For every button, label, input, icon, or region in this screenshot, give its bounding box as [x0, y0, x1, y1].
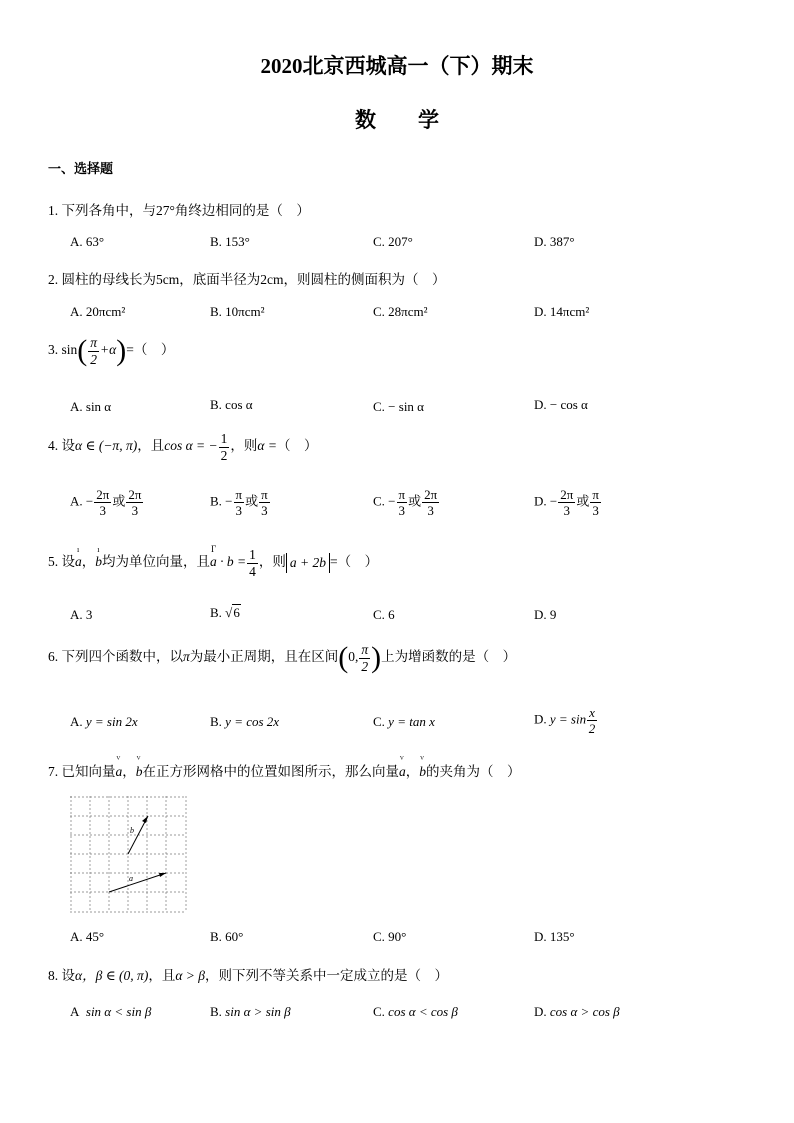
q3-fraction: [88, 336, 99, 366]
q8-d-value: cos α > cos β: [549, 1004, 620, 1019]
q4-d-f1-num: 2π: [560, 487, 574, 502]
q4-half: [219, 432, 230, 462]
q7-comma: ，: [122, 764, 136, 779]
exam-title: 2020北京西城高一（下）期末: [260, 54, 534, 78]
q4-p3: ，且: [137, 438, 165, 454]
q4-d-minus: −: [549, 493, 558, 509]
q4-b-f1-den: 3: [235, 503, 243, 518]
q4-c-label: C.: [373, 493, 385, 509]
q3-plus-alpha: +α: [100, 342, 117, 358]
q5-p2: 均为单位向量，且: [102, 554, 210, 570]
q2-option-c: [373, 304, 428, 320]
q4-b-frac1: [234, 488, 245, 517]
q5-dot: Γ a · b =: [210, 554, 246, 570]
q4-p2: α ∈ (−π, π): [75, 438, 138, 454]
q6-d-frac-num: x: [589, 705, 595, 720]
q5-option-d: D. 9: [534, 607, 557, 622]
q4-option-c: [373, 488, 440, 517]
q2-b-label: B.: [210, 304, 222, 319]
q3-b-value: cos α: [225, 397, 253, 412]
q7-option-d: D. 135°: [534, 929, 575, 944]
q2-a-value: 20πcm²: [85, 304, 126, 319]
q5-quarter: [247, 548, 258, 578]
q7-vec-a: ⱽ a: [116, 764, 123, 780]
q7-p1: 7. 已知向量: [48, 764, 116, 779]
question-7-stem: [48, 760, 521, 780]
q6-d-label: D.: [534, 711, 547, 727]
q6-d-frac: [587, 706, 597, 735]
q5-option-a: A. 3: [70, 607, 93, 622]
q5-b-radicand: 6: [233, 605, 240, 620]
vector-a-arrow: [109, 873, 166, 892]
q7-option-b: B. 60°: [210, 929, 244, 944]
q4-a-f1-den: 3: [99, 503, 107, 518]
q8-p5: α > β: [175, 968, 205, 983]
q3-sin: sin: [61, 342, 78, 358]
q4-b-label: B.: [210, 493, 222, 509]
q6-option-c: [373, 714, 435, 730]
q7-p3: 的夹角为（ ）: [426, 764, 521, 779]
q2-option-d: [534, 304, 589, 320]
q6-b-label: B.: [210, 714, 222, 729]
question-2-stem: 2. 圆柱的母线长为5cm，底面半径为2cm，则圆柱的侧面积为（ ）: [48, 272, 446, 287]
q8-a-label: A: [70, 1004, 80, 1019]
q8-option-c: [373, 1004, 458, 1020]
q4-b-f2-num: π: [261, 487, 268, 502]
q4-p4: cos α = −: [164, 438, 218, 454]
q8-p4: ，且: [148, 968, 176, 983]
q4-p7: （ ）: [276, 438, 318, 454]
q4-a-frac2: [126, 488, 143, 517]
q6-right-paren: ): [371, 641, 382, 674]
question-5-stem: [48, 548, 378, 578]
q8-a-value: sin α < sin β: [85, 1004, 152, 1019]
q7-p2: 在正方形网格中的位置如图所示，那么向量: [142, 764, 399, 779]
q5-comma: ，: [81, 554, 96, 570]
q3-c-value: − sin α: [388, 399, 424, 414]
question-3-stem: [48, 336, 174, 366]
q5-p3: ，则: [258, 554, 286, 570]
q3-c-label: C.: [373, 399, 385, 414]
q7-vec-b2: ⱽ b: [419, 764, 426, 780]
q5-vec-a: ı a: [75, 554, 82, 570]
q4-a-f2-den: 3: [131, 503, 139, 518]
q5-quarter-den: 4: [249, 563, 256, 579]
q5-b-label: B.: [210, 605, 222, 620]
q7-comma2: ，: [405, 764, 420, 779]
q8-p3: β ∈ (0, π): [95, 968, 149, 983]
q4-c-frac1: [397, 488, 408, 517]
q3-d-value: − cos α: [549, 397, 588, 412]
question-8-stem: [48, 964, 448, 984]
q4-b-minus: −: [225, 493, 233, 509]
q6-option-b: [210, 714, 279, 730]
q6-b-value: y = cos 2x: [225, 714, 280, 729]
subject-title: 数 学: [355, 108, 439, 132]
q8-p6: ，则下列不等关系中一定成立的是（ ）: [205, 968, 448, 983]
q4-d-or: 或: [576, 493, 590, 509]
q5-option-b: [210, 605, 241, 621]
q2-a-label: A.: [70, 304, 83, 319]
vector-grid-figure: [70, 796, 188, 914]
q4-d-label: D.: [534, 493, 547, 509]
q4-a-f2-num: 2π: [128, 487, 142, 502]
q8-d-label: D.: [534, 1004, 547, 1019]
q4-c-frac2: [422, 488, 439, 517]
q5-vec-b: ı b: [95, 554, 102, 570]
q1-option-d: D. 387°: [534, 234, 575, 249]
q4-a-or: 或: [112, 493, 126, 509]
figure-label-a: a: [129, 874, 133, 883]
q4-b-frac2: [259, 488, 270, 517]
vector-a-arrowhead: [159, 873, 166, 877]
q3-option-c: [373, 399, 424, 415]
q6-frac: [359, 643, 370, 673]
q6-c-label: C.: [373, 714, 385, 729]
q6-a-value: y = sin 2x: [85, 714, 138, 729]
q8-option-b: [210, 1004, 291, 1020]
q4-d-f1-den: 3: [563, 503, 571, 518]
q4-c-f1-num: π: [398, 487, 406, 502]
q1-option-a: A. 63°: [70, 234, 105, 249]
q4-a-frac1: [94, 488, 111, 517]
q1-option-b: B. 153°: [210, 234, 250, 249]
q4-c-or: 或: [408, 493, 422, 509]
q4-c-f1-den: 3: [398, 503, 406, 518]
q4-a-minus: −: [85, 493, 94, 509]
q3-frac-den: 2: [90, 351, 98, 367]
q4-c-f2-den: 3: [427, 503, 434, 518]
q1-option-c: C. 207°: [373, 234, 413, 249]
q8-option-a: [70, 1004, 151, 1020]
q4-p5: ，则: [230, 438, 258, 454]
q6-c-value: y = tan x: [388, 714, 435, 729]
q3-option-b: [210, 397, 253, 413]
q6-d-frac-den: 2: [588, 721, 596, 736]
q5-abs: [286, 553, 330, 573]
q6-frac-den: 2: [361, 658, 369, 674]
q4-d-frac1: [558, 488, 575, 517]
q5-abs-expr: a + 2b: [289, 555, 326, 570]
q8-b-value: sin α > sin β: [225, 1004, 291, 1019]
q7-option-a: A. 45°: [70, 929, 105, 944]
q7-vec-b: ⱽ b: [136, 764, 143, 780]
q3-left-paren: (: [77, 334, 88, 367]
q4-b-f1-num: π: [235, 487, 243, 502]
q6-pi: π: [183, 649, 190, 665]
q4-half-num: 1: [220, 431, 228, 446]
q3-tail: =（ ）: [126, 342, 175, 358]
q4-d-frac2: [590, 488, 601, 517]
q4-option-d: [534, 488, 602, 517]
question-6-stem: [48, 643, 516, 673]
q6-a-label: A.: [70, 714, 83, 729]
q5-b-sqrt: √6: [225, 605, 240, 620]
q3-option-d: [534, 397, 588, 413]
q8-p2: α，: [75, 968, 96, 983]
q6-p2: 为最小正周期，且在区间: [189, 649, 339, 665]
figure-label-b: b: [130, 826, 134, 835]
q3-b-label: B.: [210, 397, 222, 412]
q5-option-c: C. 6: [373, 607, 395, 622]
q4-half-den: 2: [220, 447, 228, 463]
q6-option-a: [70, 714, 138, 730]
q7-vec-a2: ⱽ a: [399, 764, 406, 780]
q8-option-d: [534, 1004, 620, 1020]
q3-frac-num: π: [90, 335, 98, 350]
q2-d-value: 14πcm²: [549, 304, 590, 319]
question-1-stem: 1. 下列各角中，与27°角终边相同的是（ ）: [48, 203, 310, 218]
q6-option-d: [534, 706, 598, 735]
q6-frac-num: π: [361, 642, 369, 657]
q3-a-label: A.: [70, 399, 83, 414]
q6-zero: 0,: [348, 649, 359, 665]
q8-c-value: cos α < cos β: [388, 1004, 458, 1019]
q2-b-value: 10πcm²: [225, 304, 265, 319]
section-heading: 一、选择题: [48, 161, 114, 176]
q4-d-f2-den: 3: [592, 503, 599, 518]
q5-quarter-num: 1: [249, 547, 256, 562]
q3-right-paren: ): [116, 334, 127, 367]
q4-b-f2-den: 3: [261, 503, 268, 518]
q8-c-label: C.: [373, 1004, 385, 1019]
q5-p4: =（ ）: [330, 554, 379, 570]
q4-b-or: 或: [245, 493, 259, 509]
q4-option-b: [210, 488, 271, 517]
q3-option-a: [70, 399, 111, 415]
q4-p6: α =: [257, 438, 277, 454]
q6-d-value: y = sin: [549, 711, 587, 727]
q4-a-f1-num: 2π: [96, 487, 110, 502]
q6-p1: 6. 下列四个函数中，以: [48, 649, 183, 665]
q2-c-label: C.: [373, 304, 385, 319]
q3-a-value: sin α: [85, 399, 112, 414]
q2-c-value: 28πcm²: [388, 304, 428, 319]
q5-p1: 5. 设: [48, 554, 75, 570]
q6-left-paren: (: [338, 641, 349, 674]
q3-d-label: D.: [534, 397, 547, 412]
q3-num: 3.: [48, 342, 59, 358]
q2-d-label: D.: [534, 304, 547, 319]
q2-option-a: [70, 304, 125, 320]
q8-b-label: B.: [210, 1004, 222, 1019]
question-4-stem: [48, 432, 317, 462]
q4-a-label: A.: [70, 493, 83, 509]
q4-option-a: [70, 488, 144, 517]
q2-option-b: [210, 304, 265, 320]
q6-p3: 上为增函数的是（ ）: [381, 649, 517, 665]
q4-d-f2-num: π: [592, 487, 599, 502]
q8-p1: 8. 设: [48, 968, 75, 983]
q4-p1: 4. 设: [48, 438, 75, 454]
q4-c-minus: −: [388, 493, 396, 509]
q4-c-f2-num: 2π: [424, 487, 438, 502]
q7-option-c: C. 90°: [373, 929, 407, 944]
